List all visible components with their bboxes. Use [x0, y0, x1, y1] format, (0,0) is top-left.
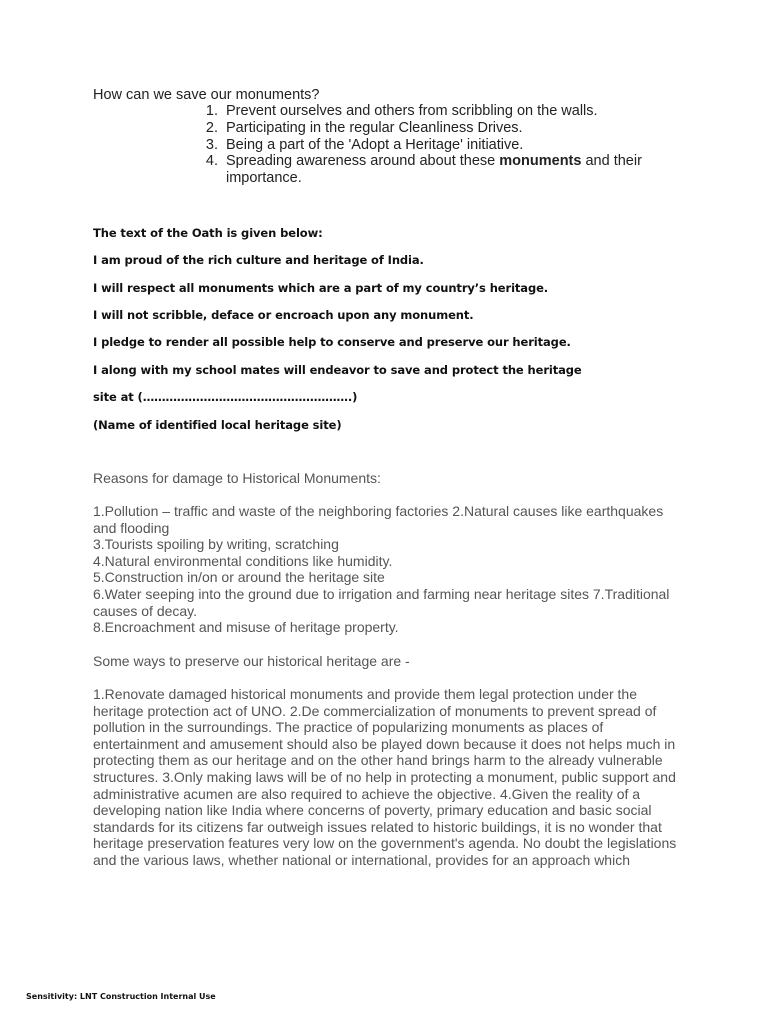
text-line: and flooding [93, 519, 170, 536]
oath-line: I am proud of the rich culture and heritage of India. [93, 253, 424, 267]
list-number: 2. [205, 119, 218, 136]
list-item-text: Participating in the regular Cleanliness Drives. [226, 119, 523, 136]
list-item-text: and their [581, 153, 642, 170]
text-line: 8.Encroachment and misuse of heritage property. [93, 619, 399, 636]
text-line: administrative acumen are also required to achieve the objective. 4.Given the reality of a [93, 785, 641, 802]
text-line: pollution in the surroundings. The practice of popularizing monuments as places of [93, 719, 604, 736]
oath-line: I along with my school mates will endeavor to save and protect the heritage [93, 363, 582, 377]
oath-site-line: site at (……………………………………………….) [93, 390, 358, 404]
reasons-paragraph [93, 503, 683, 636]
bold-keyword: monuments [499, 153, 582, 170]
sensitivity-label: Sensitivity: LNT Construction Internal Use [26, 992, 216, 1001]
list-item [200, 153, 680, 187]
list-item-text: importance. [226, 170, 302, 187]
save-monuments-list [200, 103, 680, 187]
text-line: standards for its citizens far outweigh issues related to historic buildings, it is no wonder that [93, 818, 662, 835]
list-number: 1. [205, 103, 218, 119]
text-line: 1.Pollution – traffic and waste of the neighboring factories 2.Natural causes like earthquakes [93, 503, 664, 519]
list-item [200, 103, 680, 120]
text-line: protecting them as our heritage and on the other hand brings harm to the already vulnerable [93, 752, 663, 769]
oath-line: I will not scribble, deface or encroach upon any monument. [93, 308, 474, 322]
text-line: heritage preservation features very low on the government's agenda. No doubt the legislations [93, 835, 677, 852]
list-item-text: Being a part of the 'Adopt a Heritage' initiative. [226, 136, 524, 153]
text-line: 6.Water seeping into the ground due to irrigation and farming near heritage sites 7.Traditional [93, 585, 670, 602]
list-item [200, 120, 680, 137]
text-line: structures. 3.Only making laws will be of no help in protecting a monument, public support and [93, 768, 676, 785]
oath-line: I pledge to render all possible help to conserve and preserve our heritage. [93, 335, 571, 349]
preserve-paragraph [93, 686, 683, 869]
list-number: 3. [205, 136, 218, 153]
list-number: 4. [205, 153, 218, 170]
text-line: entertainment and amusement should also be played down because it does not helps much in [93, 735, 676, 752]
reasons-heading: Reasons for damage to Historical Monuments: [93, 470, 381, 486]
text-line: 4.Natural environmental conditions like humidity. [93, 552, 393, 569]
text-line: 3.Tourists spoiling by writing, scratching [93, 536, 339, 553]
text-line: developing nation like India where concerns of poverty, primary education and basic social [93, 802, 652, 819]
text-line: 1.Renovate damaged historical monuments and provide them legal protection under the [93, 686, 637, 702]
list-item-text: Spreading awareness around about these [226, 153, 500, 170]
oath-intro: The text of the Oath is given below: [93, 226, 323, 240]
text-line: heritage protection act of UNO. 2.De commercialization of monuments to prevent spread of [93, 702, 657, 719]
text-line: 5.Construction in/on or around the heritage site [93, 569, 385, 586]
list-item [200, 137, 680, 154]
list-item-text: Prevent ourselves and others from scribbling on the walls. [226, 103, 598, 119]
preserve-heading: Some ways to preserve our historical heritage are - [93, 653, 410, 669]
oath-site-name-note: (Name of identified local heritage site) [93, 418, 342, 432]
text-line: causes of decay. [93, 602, 198, 619]
text-line: and the various laws, whether national or international, provides for an approach which [93, 851, 630, 868]
question-heading: How can we save our monuments? [93, 87, 320, 103]
oath-line: I will respect all monuments which are a part of my country’s heritage. [93, 281, 549, 295]
